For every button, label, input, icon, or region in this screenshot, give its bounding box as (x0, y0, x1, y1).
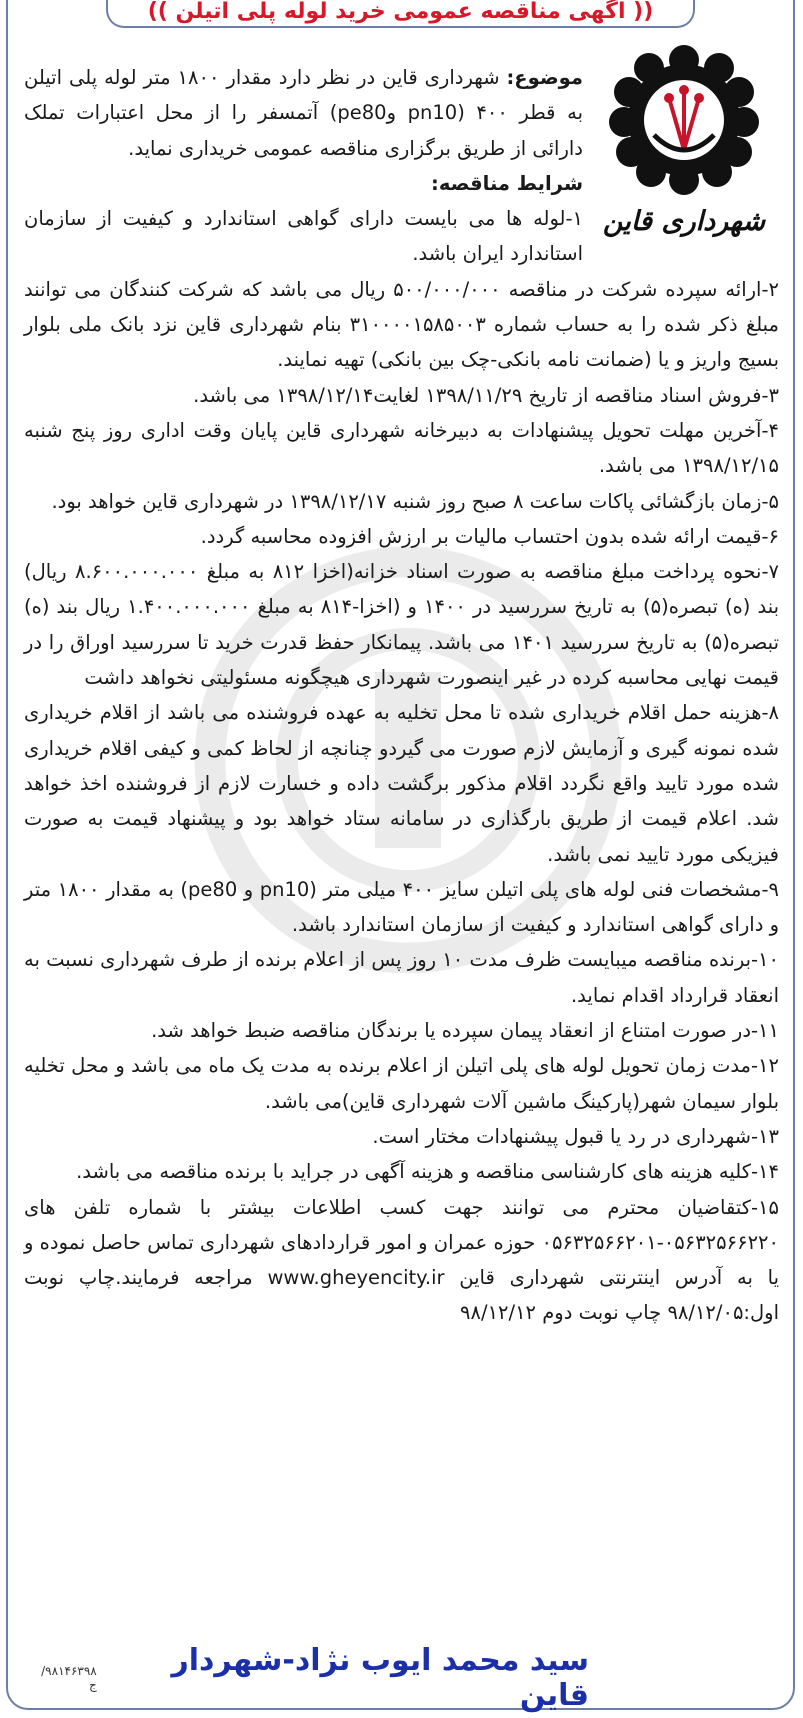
ad-footer (24, 1643, 779, 1713)
subject-text: شهرداری قاین در نظر دارد مقدار ۱۸۰۰ متر لوله پلی اتیلن به قطر ۴۰۰ (pn10 وpe80) آتمسفر را از محل اعتبارات تملک دارائی از طریق برگزاری مناقصه عمومی خریداری نماید. (24, 66, 583, 160)
ad-frame (6, 0, 795, 1713)
condition-item: ۴-آخرین مهلت تحویل پیشنهادات به دبیرخانه شهرداری قاین پایان وقت اداری روز پنج شنبه ۱۳۹۸/۱۲/۱۵ می باشد. (24, 418, 779, 478)
condition-item: ۱۵-کتقاضیان محترم می توانند جهت کسب اطلاعات بیشتر با شماره تلفن های ۰۵۶۳۲۵۶۶۲۲۰-۰۵۶۳۲۵۶۶۲۰۱ حوزه عمران و امور قراردادهای شهرداری تماس حاصل نموده و یا به آدرس اینترنتی شهرداری قاین www.gheyencity.ir مراجعه فرمایند.چاپ نوبت اول:۹۸/۱۲/۰۵ چاپ نوبت دوم ۹۸/۱۲/۱۲ (24, 1195, 779, 1325)
mayor-signature: سید محمد ایوب نژاد-شهردار قاین (171, 1643, 589, 1713)
condition-item: ۱۴-کلیه هزینه های کارشناسی مناقصه و هزینه آگهی در جراید با برنده مناقصه می باشد. (76, 1160, 779, 1184)
condition-item: ۳-فروش اسناد مناقصه از تاریخ ۱۳۹۸/۱۱/۲۹ لغایت۱۳۹۸/۱۲/۱۴ می باشد. (193, 383, 779, 407)
condition-item: ۷-نحوه پرداخت مبلغ مناقصه به صورت اسناد خزانه(اخزا ۸۱۲ به مبلغ ۸.۶۰۰.۰۰۰.۰۰۰ ریال) بند (ه) تبصره(۵) به تاریخ سررسید در ۱۴۰۰ و (اخزا-۸۱۴ به مبلغ ۱.۴۰۰.۰۰۰.۰۰۰ ریال بند (ه) تبصره(۵) به تاریخ سررسید ۱۴۰۱ می باشد. پیمانکار حفظ قدرت خرید تا سررسید اوراق را در قیمت نهایی محاسبه کرده در غیر اینصورت شهرداری هیچگونه مسئولیتی نخواهد داشت (24, 560, 780, 690)
logo-text: شهرداری قاین (602, 206, 766, 237)
condition-item: ۹-مشخصات فنی لوله های پلی اتیلن سایز ۴۰۰ میلی متر (pn10 و pe80) به مقدار ۱۸۰۰ متر و دارای گواهی استاندارد و کیفیت از سازمان استاندارد باشد. (24, 877, 779, 937)
condition-item: ۲-ارائه سپرده شرکت در مناقصه ۵۰۰/۰۰۰/۰۰۰ ریال می باشد که شرکت کنندگان می توانند مبلغ ذکر شده را به حساب شماره ۳۱۰۰۰۰۱۵۸۵۰۰۳ بنام شهرداری قاین نزد بانک ملی بلوار بسیج واریز و یا (ضمانت نامه بانکی-چک بین بانکی) تهیه نمایند. (24, 277, 779, 372)
condition-item: ۱۱-در صورت امتناع از انعقاد پیمان سپرده یا برندگان مناقصه ضبط خواهد شد. (151, 1019, 779, 1043)
condition-item: ۸-هزینه حمل اقلام خریداری شده تا محل تخلیه به عهده فروشنده می باشد از اقلام خریداری شده نمونه گیری و آزمایش لازم صورت می گیردو چنانچه از لحاظ کمی و کیفی اقلام خریداری شده مورد تایید واقع نگردد اقلام مذکور برگشت داده و خسارت لازم از فروشنده اخذ خواهد شد. اعلام قیمت از طریق بارگذاری در سامانه ستاد خواهد بود و پیشنهاد قیمت به صورت فیزیکی مورد تایید نمی باشد. (24, 701, 779, 866)
conditions-heading: شرایط مناقصه: (431, 171, 583, 195)
title-banner (8, 0, 793, 26)
subject-label: موضوع: (506, 66, 583, 89)
condition-item: ۱-لوله ها می بایست دارای گواهی استاندارد و کیفیت از سازمان استاندارد ایران باشد. (24, 207, 583, 266)
ad-body (24, 60, 779, 1331)
subject-paragraph (24, 60, 583, 166)
condition-item: ۱۲-مدت زمان تحویل لوله های پلی اتیلن از اعلام برنده به مدت یک ماه می باشد و محل تخلیه بلوار سیمان شهر(پارکینگ ماشین آلات شهرداری قاین)می باشد. (24, 1054, 779, 1113)
condition-item: ۵-زمان بازگشائی پاکات ساعت ۸ صبح روز شنبه ۱۳۹۸/۱۲/۱۷ در شهرداری قاین خواهد بود. (51, 489, 779, 513)
condition-item: ۱۳-شهرداری در رد یا قبول پیشنهادات مختار است. (372, 1124, 779, 1148)
condition-item: ۱۰-برنده مناقصه میبایست ظرف مدت ۱۰ روز پس از اعلام برنده از طرف شهرداری نسبت به انعقاد قرارداد اقدام نماید. (24, 948, 779, 1007)
reference-code: ۹۸۱۴۶۳۹۸/ج (41, 1664, 97, 1692)
condition-item: ۶-قیمت ارائه شده بدون احتساب مالیات بر ارزش افزوده محاسبه گردد. (200, 524, 779, 548)
ad-title: (( آگهی مناقصه عمومی خرید لوله پلی اتیلن )) (106, 0, 696, 28)
